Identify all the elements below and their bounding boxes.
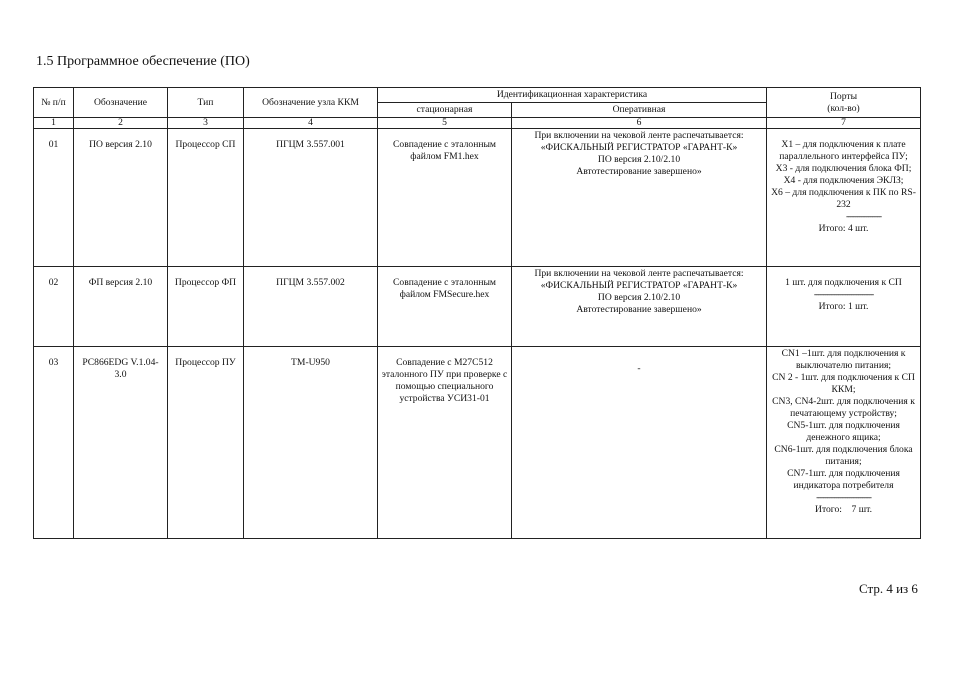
ports-divider: ------------------------- — [816, 492, 871, 503]
col-number: 2 — [74, 118, 168, 129]
cell-operative: - — [512, 347, 767, 539]
table-row — [34, 347, 921, 539]
cell-designation: ФП версия 2.10 — [74, 267, 168, 347]
col-number: 4 — [244, 118, 378, 129]
port-line: CN 2 - 1шт. для подключения к СП ККМ; — [772, 372, 915, 395]
cell-num: 01 — [34, 129, 74, 267]
operative-line: При включении на чековой ленте распечатывается: — [534, 268, 744, 279]
port-line: CN1 –1шт. для подключения к выключателю питания; — [781, 348, 906, 371]
col-number: 5 — [378, 118, 512, 129]
port-line: CN5-1шт. для подключения денежного ящика; — [787, 420, 900, 443]
port-line: CN3, CN4-2шт. для подключения к печатающему устройству; — [772, 396, 915, 419]
operative-line: ПО версия 2.10/2.10 — [597, 154, 681, 165]
col-number: 6 — [512, 118, 767, 129]
header-type: Тип — [168, 88, 244, 118]
header-kkm-node: Обозначение узла ККМ — [244, 88, 378, 118]
col-number: 1 — [34, 118, 74, 129]
col-number: 7 — [767, 118, 921, 129]
header-stationary: стационарная — [378, 103, 512, 118]
cell-operative — [512, 129, 767, 267]
cell-type: Процессор СП — [168, 129, 244, 267]
ports-total: Итого: 4 шт. — [818, 223, 869, 234]
header-operative: Оперативная — [512, 103, 767, 118]
cell-type: Процессор ПУ — [168, 347, 244, 539]
table-row — [34, 267, 921, 347]
operative-line: При включении на чековой ленте распечатывается: — [534, 130, 744, 141]
cell-designation: PC866EDG V.1.04-3.0 — [74, 347, 168, 539]
cell-ports — [767, 267, 921, 347]
cell-num: 03 — [34, 347, 74, 539]
port-line: Х4 - для подключения ЭКЛЗ; — [783, 175, 904, 186]
section-title: 1.5 Программное обеспечение (ПО) — [36, 54, 250, 69]
column-numbers-row — [34, 118, 921, 129]
cell-ports — [767, 347, 921, 539]
col-number: 3 — [168, 118, 244, 129]
page-number: Стр. 4 из 6 — [859, 581, 918, 596]
operative-line: Автотестирование завершено» — [576, 304, 702, 315]
cell-operative — [512, 267, 767, 347]
header-ident: Идентификационная характеристика — [378, 88, 767, 103]
operative-line: Автотестирование завершено» — [576, 166, 702, 177]
port-line: CN7-1шт. для подключения индикатора потребителя — [787, 468, 900, 491]
header-row — [34, 88, 921, 103]
cell-kkm-node: ПГЦМ 3.557.002 — [244, 267, 378, 347]
ports-divider: --------------------------- — [813, 289, 874, 300]
header-num: № п/п — [34, 88, 74, 118]
port-line: Х1 – для подключения к плате параллельного интерфейса ПУ; — [779, 139, 908, 162]
ports-divider: ---------------- — [845, 211, 882, 222]
operative-line: ПО версия 2.10/2.10 — [597, 292, 681, 303]
software-table — [33, 87, 921, 539]
cell-ports — [767, 129, 921, 267]
header-ports-sub: (кол-во) — [827, 102, 860, 114]
cell-designation: ПО версия 2.10 — [74, 129, 168, 267]
ports-total: Итого: 7 шт. — [815, 504, 873, 515]
header-ports-title: Порты — [829, 90, 858, 102]
port-line: Х6 – для подключения к ПК по RS-232 — [771, 187, 916, 210]
cell-stationary: Совпадение с эталонным файлом FMSecure.hex — [378, 267, 512, 347]
port-line: 1 шт. для подключения к СП — [785, 277, 902, 288]
cell-type: Процессор ФП — [168, 267, 244, 347]
operative-line: «ФИСКАЛЬНЫЙ РЕГИСТРАТОР «ГАРАНТ-К» — [540, 142, 738, 153]
header-designation: Обозначение — [74, 88, 168, 118]
cell-stationary: Совпадение с эталонным файлом FM1.hex — [378, 129, 512, 267]
table-row — [34, 129, 921, 267]
header-ports — [767, 88, 921, 118]
port-line: CN6-1шт. для подключения блока питания; — [774, 444, 913, 467]
operative-line: «ФИСКАЛЬНЫЙ РЕГИСТРАТОР «ГАРАНТ-К» — [540, 280, 738, 291]
cell-kkm-node: ПГЦМ 3.557.001 — [244, 129, 378, 267]
ports-total: Итого: 1 шт. — [818, 301, 869, 312]
cell-kkm-node: TM-U950 — [244, 347, 378, 539]
cell-stationary: Совпадение с M27C512 эталонного ПУ при проверке с помощью специального устройства УСИ31-01 — [378, 347, 512, 539]
cell-num: 02 — [34, 267, 74, 347]
port-line: Х3 - для подключения блока ФП; — [775, 163, 912, 174]
